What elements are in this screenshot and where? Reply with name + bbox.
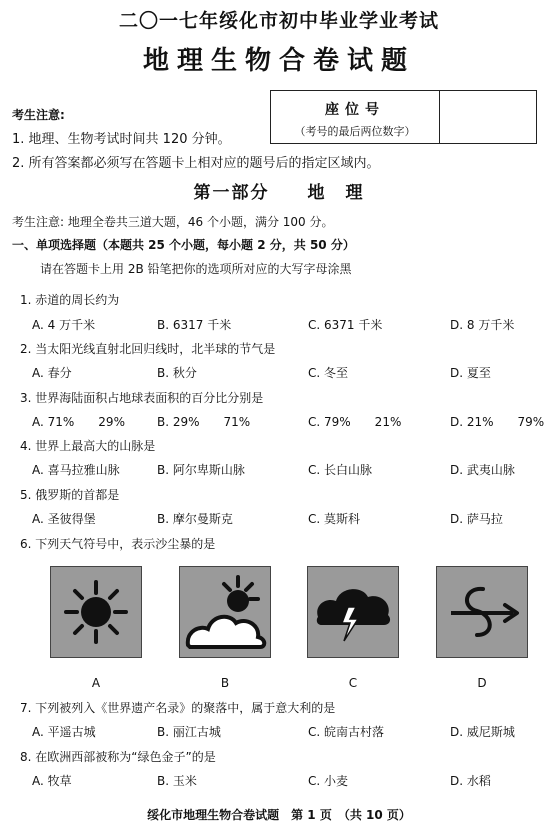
question-stem: 5. 俄罗斯的首都是 xyxy=(20,488,120,502)
weather-option-a xyxy=(50,566,142,658)
option-d: D. 威尼斯城 xyxy=(450,725,515,739)
sunny-icon xyxy=(51,567,141,657)
option-b: B. 秋分 xyxy=(157,366,197,380)
weather-option-b xyxy=(179,566,271,658)
question-stem: 1. 赤道的周长约为 xyxy=(20,293,120,307)
option-a: A. 牧草 xyxy=(32,774,72,788)
part-title: 第一部分 地 理 xyxy=(193,183,365,203)
notice-heading: 考生注意: xyxy=(12,108,65,122)
part-notice: 考生注意: 地理全卷共三道大题，46 个小题，满分 100 分。 xyxy=(12,215,334,229)
option-a: A. 喜马拉雅山脉 xyxy=(32,463,120,477)
weather-option-label: C xyxy=(348,676,358,690)
exam-title-line2: 地理生物合卷试题 xyxy=(142,46,415,76)
weather-option-label: B xyxy=(220,676,230,690)
option-c: C. 6371 千米 xyxy=(308,318,383,332)
question-stem: 7. 下列被列入《世界遗产名录》的聚落中，属于意大利的是 xyxy=(20,701,336,715)
option-b: B. 玉米 xyxy=(157,774,197,788)
option-d: D. 萨马拉 xyxy=(450,512,503,526)
option-d: D. 水稻 xyxy=(450,774,491,788)
notice-item-2: 2. 所有答案都必须写在答题卡上相对应的题号后的指定区域内。 xyxy=(12,156,380,171)
weather-option-c xyxy=(307,566,399,658)
option-c: C. 79% 21% xyxy=(308,415,402,429)
option-b: B. 阿尔卑斯山脉 xyxy=(157,463,245,477)
seat-number-box xyxy=(270,90,537,144)
seat-number-label: 座位号 xyxy=(325,102,385,118)
option-a: A. 圣彼得堡 xyxy=(32,512,96,526)
option-d: D. 夏至 xyxy=(450,366,491,380)
exam-title-line1: 二〇一七年绥化市初中毕业学业考试 xyxy=(118,10,439,32)
question-stem: 3. 世界海陆面积占地球表面积的百分比分别是 xyxy=(20,391,264,405)
sandstorm-icon xyxy=(437,567,527,657)
seat-number-note: （考号的最后两位数字） xyxy=(294,125,416,138)
sun-behind-cloud-icon xyxy=(180,567,270,657)
option-b: B. 6317 千米 xyxy=(157,318,232,332)
question-stem: 6. 下列天气符号中，表示沙尘暴的是 xyxy=(20,537,216,551)
weather-option-label: D xyxy=(477,676,487,690)
option-c: C. 皖南古村落 xyxy=(308,725,385,739)
option-a: A. 平遥古城 xyxy=(32,725,96,739)
section-heading: 一、单项选择题（本题共 25 个小题，每小题 2 分，共 50 分） xyxy=(12,238,355,252)
weather-option-d xyxy=(436,566,528,658)
seat-number-label-cell xyxy=(271,91,440,143)
option-c: C. 长白山脉 xyxy=(308,463,373,477)
option-b: B. 丽江古城 xyxy=(157,725,221,739)
option-c: C. 小麦 xyxy=(308,774,349,788)
question-stem: 4. 世界上最高大的山脉是 xyxy=(20,439,156,453)
answer-instruction: 请在答题卡上用 2B 铅笔把你的选项所对应的大写字母涂黑 xyxy=(40,262,352,276)
option-d: D. 8 万千米 xyxy=(450,318,515,332)
option-c: C. 莫斯科 xyxy=(308,512,361,526)
weather-option-label: A xyxy=(91,676,101,690)
option-d: D. 21% 79% xyxy=(450,415,545,429)
question-stem: 2. 当太阳光线直射北回归线时，北半球的节气是 xyxy=(20,342,276,356)
thunderstorm-icon xyxy=(308,567,398,657)
option-a: A. 4 万千米 xyxy=(32,318,96,332)
option-a: A. 71% 29% xyxy=(32,415,125,429)
option-b: B. 摩尔曼斯克 xyxy=(157,512,233,526)
option-b: B. 29% 71% xyxy=(157,415,251,429)
notice-item-1: 1. 地理、生物考试时间共 120 分钟。 xyxy=(12,132,231,147)
option-c: C. 冬至 xyxy=(308,366,349,380)
option-d: D. 武夷山脉 xyxy=(450,463,515,477)
question-stem: 8. 在欧洲西部被称为“绿色金子”的是 xyxy=(20,750,216,764)
option-a: A. 春分 xyxy=(32,366,72,380)
page-footer: 绥化市地理生物合卷试题 第 1 页 （共 10 页） xyxy=(147,808,411,822)
